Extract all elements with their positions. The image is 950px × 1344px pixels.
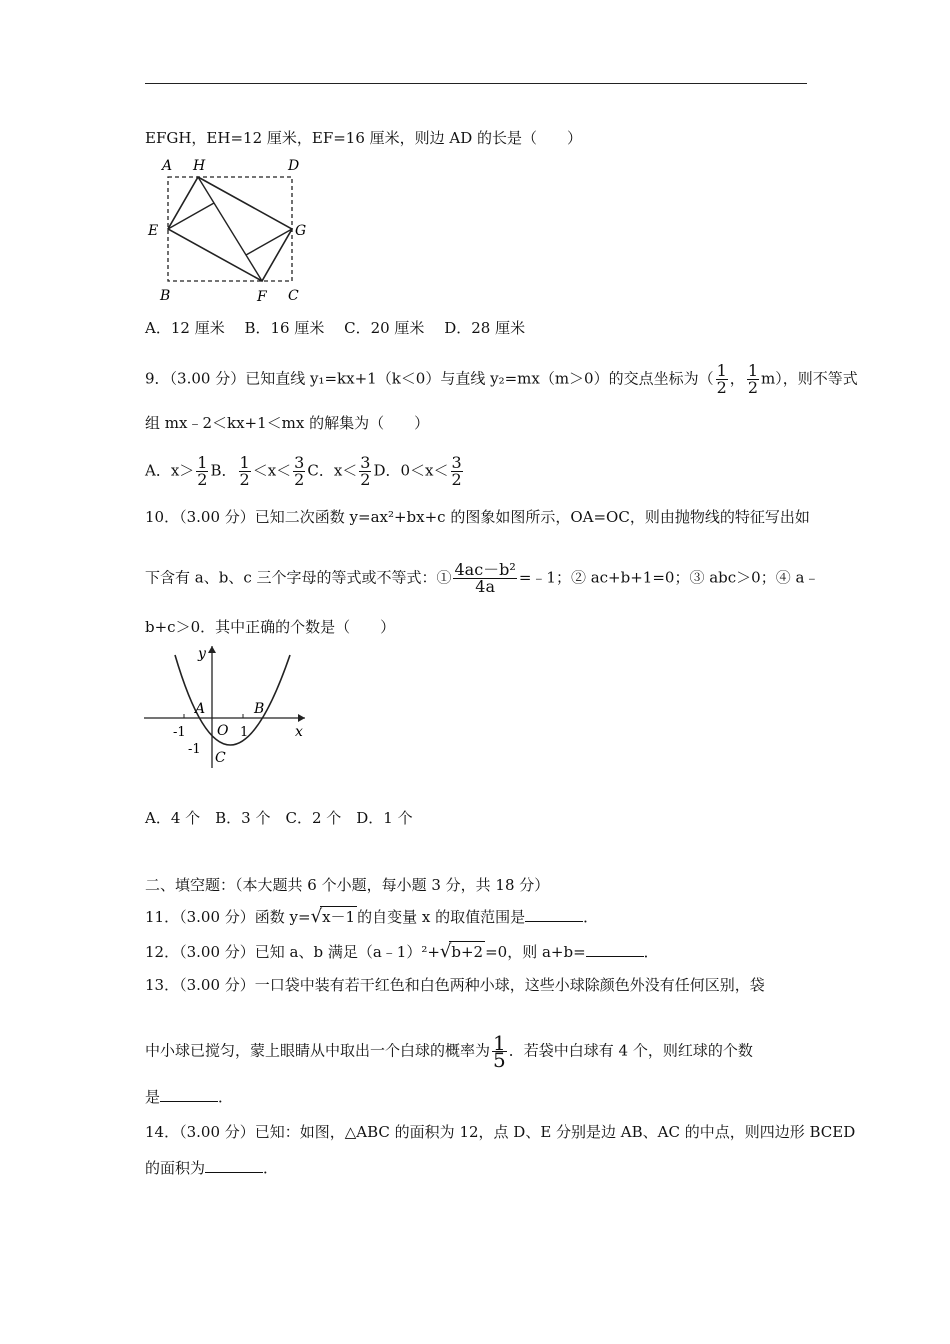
label-B: B xyxy=(254,701,265,717)
q8-stem: EFGH，EH=12 厘米，EF=16 厘米，则边 AD 的长是（ ） xyxy=(145,129,583,147)
q11-text: 11．（3.00 分）函数 y= xyxy=(145,908,311,926)
q11-blank xyxy=(525,907,583,922)
q14-blank xyxy=(205,1158,263,1173)
q9-opt-b: B． xyxy=(210,461,237,480)
label-C: C xyxy=(215,750,226,766)
q9-frac2: $\frac{1}{2}$ xyxy=(747,361,758,397)
q13-blank xyxy=(160,1087,218,1102)
q12-text: 12．（3.00 分）已知 a、b 满足（a﹣1）²+ xyxy=(145,943,440,961)
label-F: F xyxy=(257,289,267,305)
q9-options xyxy=(145,455,465,488)
q9-line2: 组 mx﹣2＜kx+1＜mx 的解集为（ ） xyxy=(145,414,430,432)
q9-line1-tail: m），则不等式 xyxy=(761,369,858,388)
q12-radicand: b+2 xyxy=(451,943,484,961)
q13-line3 xyxy=(145,1087,233,1107)
q14-line2 xyxy=(145,1158,278,1178)
q12-tail: =0，则 a+b= xyxy=(485,943,586,961)
tick-neg1-y: -1 xyxy=(188,742,201,757)
q9-opt-b-mid: ＜x＜ xyxy=(252,461,292,480)
q11 xyxy=(145,906,598,927)
header-rule xyxy=(145,83,807,84)
q9-comma: ， xyxy=(729,369,745,388)
q10-frac: $\frac{\text{4ac－b²}}{4a}$ xyxy=(454,560,516,596)
tick-neg1-x: -1 xyxy=(173,725,186,740)
q9-opt-b-frac2: $\frac{3}{2}$ xyxy=(294,453,305,489)
q9-opt-c: C．x＜ xyxy=(307,461,358,480)
q9-opt-d: D．0＜x＜ xyxy=(373,461,449,480)
q11-radicand: x－1 xyxy=(322,908,356,926)
q12 xyxy=(145,941,659,962)
q11-end: ． xyxy=(583,908,599,926)
sqrt-sign: √ xyxy=(439,941,452,962)
q10-options: A．4 个 B．3 个 C．2 个 D．1 个 xyxy=(145,809,413,827)
q8-options: A．12 厘米 B．16 厘米 C．20 厘米 D．28 厘米 xyxy=(145,319,526,337)
q8-figure xyxy=(140,150,320,310)
q10-line2-tail: =﹣1；② ac+b+1=0；③ abc＞0；④ a﹣ xyxy=(518,568,820,587)
q9-opt-c-frac: $\frac{3}{2}$ xyxy=(360,453,371,489)
q12-end: ． xyxy=(643,943,659,961)
q10-line2-text: 下含有 a、b、c 三个字母的等式或不等式：① xyxy=(145,568,452,587)
q14-line1: 14．（3.00 分）已知：如图，△ABC 的面积为 12，点 D、E 分别是边 AB、AC 的中点，则四边形 BCED xyxy=(145,1123,856,1141)
q13-line1: 13．（3.00 分）一口袋中装有若干红色和白色两种小球，这些小球除颜色外没有任何区别，袋 xyxy=(145,976,765,994)
q10-line3: b+c＞0．其中正确的个数是（ ） xyxy=(145,618,396,636)
q11-tail: 的自变量 x 的取值范围是 xyxy=(357,908,526,926)
section-2-heading: 二、填空题：（本大题共 6 个小题，每小题 3 分，共 18 分） xyxy=(145,876,550,894)
q10-line2 xyxy=(145,562,819,595)
q13-frac: $\frac{1}{5}$ xyxy=(493,1031,506,1072)
axis-x-label: x xyxy=(295,724,303,740)
q9-frac1: $\frac{1}{2}$ xyxy=(716,361,727,397)
q13-text: 中小球已搅匀，蒙上眼睛从中取出一个白球的概率为 xyxy=(145,1041,491,1060)
label-E: E xyxy=(148,223,159,239)
label-A: A xyxy=(162,158,173,174)
q13-tail: ．若袋中白球有 4 个，则红球的个数 xyxy=(508,1041,753,1060)
q10-parabola-figure xyxy=(140,640,315,775)
q12-blank xyxy=(586,942,644,957)
label-O: O xyxy=(217,723,229,739)
sqrt-sign: √ xyxy=(310,906,323,927)
q9-opt-b-frac1: $\frac{1}{2}$ xyxy=(239,453,250,489)
q9-opt-a-frac: $\frac{1}{2}$ xyxy=(197,453,208,489)
axis-y-label: y xyxy=(198,646,206,662)
label-G: G xyxy=(295,223,307,239)
q10-line1: 10．（3.00 分）已知二次函数 y=ax²+bx+c 的图象如图所示，OA=OC，则由抛物线的特征写出如 xyxy=(145,508,810,526)
label-A: A xyxy=(195,701,206,717)
q14-line2-text: 的面积为 xyxy=(145,1159,206,1177)
q13-end: ． xyxy=(218,1088,234,1106)
q9-line1 xyxy=(145,363,858,396)
q13-line2 xyxy=(145,1031,753,1072)
q9-opt-a: A．x＞ xyxy=(145,461,195,480)
label-D: D xyxy=(288,158,300,174)
label-C: C xyxy=(288,288,299,304)
q9-line1-text: 9．（3.00 分）已知直线 y₁=kx+1（k＜0）与直线 y₂=mx（m＞0）的交点坐标为（ xyxy=(145,369,714,388)
tick-1-x: 1 xyxy=(240,725,249,740)
q9-opt-d-frac: $\frac{3}{2}$ xyxy=(451,453,462,489)
label-B: B xyxy=(160,288,171,304)
label-H: H xyxy=(193,158,206,174)
q14-end: ． xyxy=(263,1159,279,1177)
q13-line3-text: 是 xyxy=(145,1088,161,1106)
